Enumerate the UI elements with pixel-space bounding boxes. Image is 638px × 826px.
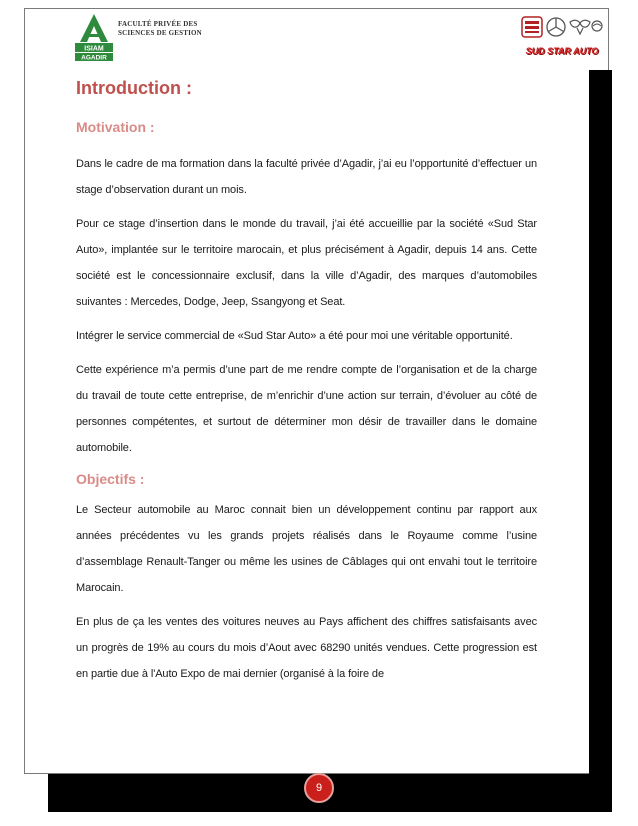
isiam-institution-name [118, 20, 208, 38]
motivation-paragraph-3: Intégrer le service commercial de «Sud Star Auto» a été pour moi une véritable opportunité. [76, 330, 513, 342]
seat-badge-icon [522, 17, 542, 37]
ssangyong-badge-icon [592, 21, 602, 31]
document-body [76, 78, 537, 687]
objectifs-paragraph-1: Le Secteur automobile au Maroc connait bien un développement continu par rapport aux années précédentes vu les grands projets réalisés dans le Royaume comme l’usine d’assemblage Renault-Tanger ou même les usines de Câblages qui ont envahi tout le territoire Marocain. [76, 504, 537, 594]
motivation-paragraph-4: Cette expérience m’a permis d’une part de me rendre compte de l’organisation et de la charge du travail de toute cette entreprise, de m’enrichir d’une action sur terrain, d’évoluer au côté de personnes compétentes, et surtout de déterminer mon désir de travailler dans le domaine automobile. [76, 364, 537, 454]
motivation-heading: Motivation : [76, 119, 155, 135]
isiam-emblem-city: AGADIR [81, 54, 107, 62]
isiam-logo [72, 12, 202, 64]
motivation-paragraph-1: Dans le cadre de ma formation dans la faculté privée d’Agadir, j’ai eu l’opportunité d’effectuer un stage d’observation durant un mois. [76, 158, 537, 196]
isiam-emblem-icon [72, 12, 116, 62]
dodge-ram-icon [570, 20, 590, 34]
isiam-line-1: FACULTÉ PRIVÉE DES [118, 20, 198, 28]
objectifs-paragraph-2: En plus de ça les ventes des voitures neuves au Pays affichent des chiffres satisfaisants avec un progrès de 19% au cours du mois d’Aout avec 68290 unités vendues. Cette progression est en partie due à l'Auto Expo de mai dernier (organisé à la foire de [76, 616, 537, 680]
introduction-title: Introduction : [76, 78, 192, 98]
car-brand-badges [520, 14, 604, 42]
motivation-paragraph-2: Pour ce stage d’insertion dans le monde du travail, j’ai été accueillie par la société «Sud Star Auto», implantée sur le territoire marocain, et plus précisément à Agadir, depuis 14 ans. Cette société est le concessionnaire exclusif, dans la ville d’Agadir, des marques d’automobiles suivantes : Mercedes, Dodge, Jeep, Ssangyong et Seat. [76, 218, 537, 308]
page-number-badge: 9 [304, 773, 334, 803]
isiam-emblem-name: ISIAM [84, 45, 104, 53]
objectifs-heading: Objectifs : [76, 471, 145, 487]
brand-name: SUD STAR AUTO [525, 46, 599, 56]
sud-star-auto-logo [520, 14, 604, 62]
isiam-line-2: SCIENCES DE GESTION [118, 29, 202, 37]
mercedes-star-icon [547, 18, 565, 36]
page-shadow-right [589, 70, 612, 812]
